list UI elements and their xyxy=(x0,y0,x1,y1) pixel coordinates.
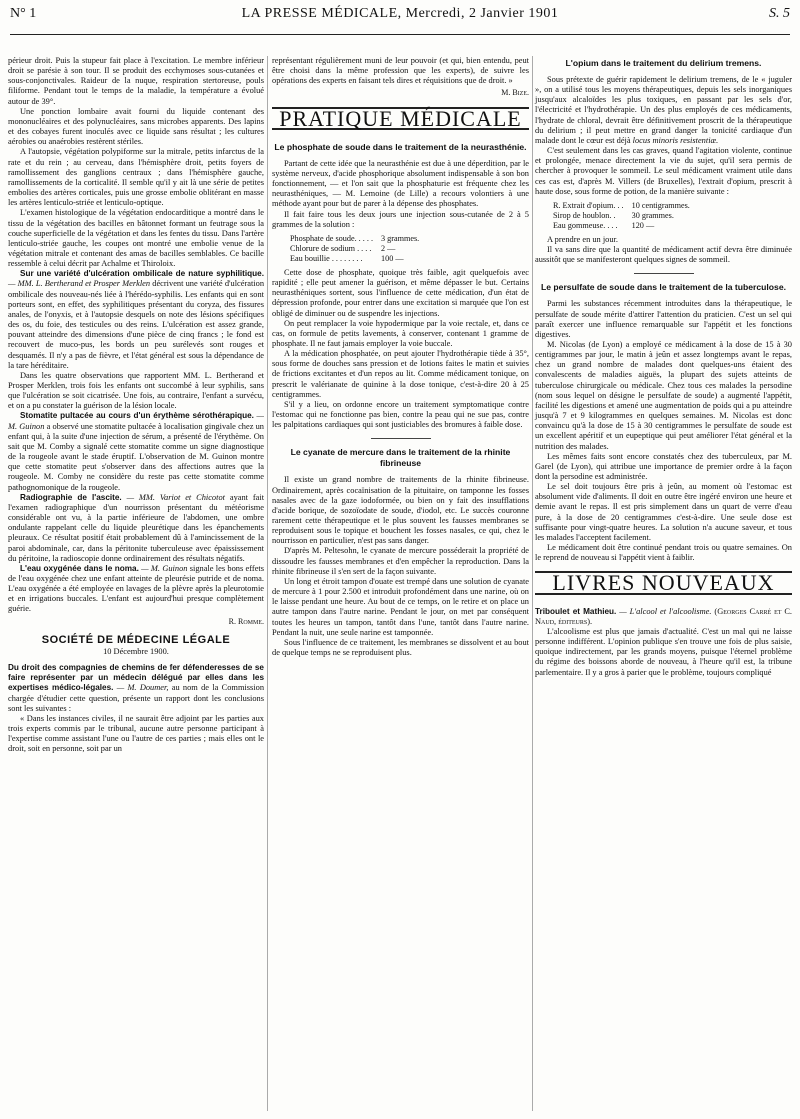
running-header xyxy=(10,6,790,26)
article-heading: Radiographie de l'ascite. xyxy=(20,492,122,502)
page-number: S. 5 xyxy=(769,6,790,21)
paragraph: Un long et étroit tampon d'ouate est trempé dans une solution de cyanate de mercure à 1 pour 2.500 et introduit profondément dans une narine, où on le laisse pendant une heure. Au bout de ce temps, on le retire et on place un autre tampon dans l'autre narine. Pendant le jour, on met par conséquent toutes les heures un tampon, tantôt dans l'une, tantôt dans l'autre narine. Pendant la nuit, une seule narine est tamponnée. xyxy=(272,576,529,637)
ingredient: Chlorure de sodium . . . . xyxy=(290,243,372,253)
society-date: 10 Décembre 1900. xyxy=(103,646,169,656)
divider xyxy=(371,438,431,439)
ingredient: Phosphate de soude. . . . . xyxy=(290,233,374,243)
latin-phrase: locus minoris resistentiæ. xyxy=(632,135,719,145)
quantity: 2 — xyxy=(381,243,396,253)
paragraph: Il va sans dire que la quantité de médicament actif devra être diminuée aussitôt que se manifesteront quelques signes de sommeil. xyxy=(535,245,792,265)
prescription-row xyxy=(290,254,427,264)
quantity: 120 — xyxy=(631,220,655,230)
paragraph: L'examen histologique de la végétation endocarditique a montré dans le tissu de la végétation des bacilles en bâtonnet formant un feutrage sous la couche superficielle de la végétation et dans les fentes du tissu. Dans l'artère lenticulo-striée gauche, les coupes ont montré une embolie venue de la végétation mitrale et contenant des amas de bacilles semblables. Ce bacille ressemble à celui décrit par Achalme et Thiroloix. xyxy=(8,208,264,269)
paragraph: Partant de cette idée que la neurasthénie est due à une déperdition, par le système nerveux, d'acide phosphorique absolument indispensable à son bon fonctionnement, — et l'on sait que la phosphaturie est fréquente chez les neurasthéniques, — M. Lemoine (de Lille) a recours volontiers à une méthode ayant pour but de parer à la dépense des phosphates. xyxy=(272,158,529,209)
ingredient: Eau bouillie . . . . . . . . xyxy=(290,253,363,263)
article-authors: — M. Guinon xyxy=(8,411,264,431)
section-title: LIVRES NOUVEAUX xyxy=(535,571,792,594)
prescription-row xyxy=(553,211,698,221)
paragraph: Le sel doit toujours être pris à jeûn, au moment où l'estomac est absolument vide d'aliments. Il doit en outre être ingéré environ une heure et demie avant le repas. Il est pris simplement dans un quart de verre d'eau pure, à la dose de 20 centigrammes c'est-à-dire. Une seule dose est suffisante pour vingt-quatre heures. La solution n'a aucune saveur, et tous les malades l'acceptent facilement. xyxy=(535,482,792,542)
paragraph: Sous l'influence de ce traitement, les membranes se dissolvent et au bout de quelque temps ne se reproduisent plus. xyxy=(272,637,529,658)
column-2 xyxy=(272,56,529,658)
article-heading: Sur une variété d'ulcération ombilicale de nature syphilitique. xyxy=(20,269,264,279)
ingredient: Sirop de houblon. . xyxy=(553,210,616,220)
article-heading: L'eau oxygénée dans le noma. xyxy=(20,563,139,573)
society-title: SOCIÉTÉ DE MÉDECINE LÉGALE xyxy=(41,633,231,646)
paragraph: Il fait faire tous les deux jours une injection sous-cutanée de 2 à 5 grammes de la solution : xyxy=(272,209,529,229)
article-heading: Le cyanate de mercure dans le traitement de la rhinite fibrineuse xyxy=(290,447,511,469)
prescription-row xyxy=(290,234,427,244)
article-heading: L'opium dans le traitement du delirium tremens. xyxy=(565,58,762,68)
ingredient: R. Extrait d'opium. . . xyxy=(553,200,624,210)
header-rule xyxy=(10,34,790,35)
paragraph: Il existe un grand nombre de traitements de la rhinite fibrineuse. Ordinairement, après cocaïnisation de la pituitaire, on tamponne les fosses nasales avec de la gaze iodoformée, ou bien on y fait des insufflations d'acide borique, de sozoïodate de soude, d'iodol, etc. Le succès couronne rarement cette thérapeutique et le plus souvent les fausses membranes se reproduisent sous le topique et bouchent les fosses nasales, ce qui, chez le nourrisson en particulier, n'est pas sans danger. xyxy=(272,475,529,546)
column-3 xyxy=(535,56,792,678)
book-title: — L'alcool et l'alcoolisme. xyxy=(619,606,712,616)
article-ulceration xyxy=(8,269,264,371)
paragraph-text: Sous prétexte de guérir rapidement le delirium tremens, de le « juguler », on a utilisé tous les moyens thérapeutiques, depuis les sels inorganiques jusqu'aux alcaloïdes les plus toxiques, en passant par les sels d'or, l'électricité et l'hydrothérapie. Un des plus employés de ces médicaments, l'hydrate de chloral, devrait être définitivement proscrit de la thérapeutique du delirium ; il peut mettre en grand danger la tonicité cardiaque d'un malade dont le cœur est déjà xyxy=(535,75,792,145)
article-text: ayant fait l'examen radiographique d'un nourrisson présentant du météorisme considérable ont vu, à la partie inférieure de l'abdomen, une ombre ondulante rappelant celle du liquide pleurétique dans les épanchements pleuraux. Ce résultat positif était probablement dû à l'amincissement de la paroi abdominale, car, dans la péritonite tuberculeuse avec épaississement du péritoine, la radioscopie donne ordinairement des résultats négatifs. xyxy=(8,492,265,563)
prescription-row xyxy=(290,244,427,254)
article-stomatite xyxy=(8,411,264,492)
column-separator xyxy=(267,56,268,1111)
prescription-table xyxy=(553,201,698,231)
column-1 xyxy=(8,56,264,754)
article-text: signale les bons effets de l'eau oxygénée chez une enfant atteinte de pleurésie putride et de noma. L'eau oxygénée a été employée en lavages de la plèvre après la pleurotomie et en irrigations buccales. L'enfant est aujourd'hui presque complètement guérie. xyxy=(8,563,264,614)
article-chemins-de-fer xyxy=(8,663,264,714)
article-text: décrivent une variété d'ulcération ombilicale des nouveau-nés liée à l'hérédo-syphilis. Les enfants qui en sont porteurs sont, en effet, des syphilitiques présentant du coryza, des fissures anales, de l'onyxis, et à l'autopsie desquels on note des lésions spécifiques des os, du foie, des testicules ou des reins. L'ulcération est assez grande, pouvant atteindre des dimensions d'une pièce de cinq francs ; le fond est recouvert de muco-pus, les bords un peu surélevés sont rouges et desquamés. Il n'y a pas de fièvre, et l'état général est sous la dépendance de la tare héréditaire. xyxy=(8,279,265,370)
book-authors: Triboulet et Mathieu. xyxy=(535,606,617,616)
quantity: 3 grammes. xyxy=(381,233,420,243)
paragraph: M. Nicolas (de Lyon) a employé ce médicament à la dose de 15 à 30 centigrammes par jour, le matin à jeûn et assez longtemps avant le repas, chez un grand nombre de malades dont quelques-uns étaient des convalescents de maladies aiguës, la plupart des sujets atteints de tuberculose chirurgicale ou médicale. Chez tous ces malades la persodine (nom sous lequel on désigne le persulfate de soude) a augmenté l'appétit, facilité les digestions et amené une augmentation de poids qui a pu atteindre jusqu'à 7 et 9 kilogrammes en quelques semaines. M. Nicolas est donc convaincu qu'à la dose de 15 à 30 centigrammes le persulfate de soude est un excellent apéritif et un eupeptique qui peut améliorer l'état général et la nutrition des malades. xyxy=(535,339,792,451)
paragraph: A l'autopsie, végétation polypiforme sur la mitrale, petits infarctus de la rate et du rein ; au cerveau, dans l'hémisphère droit, petits foyers de ramollissement des ganglions centraux ; dans l'hémisphère gauche, ramollissements de la corticalité. Il semble qu'il y ait là une série de petites embolies des artères corticales, puis une grosse embolie oblitérant en masse les artères lenticulo-striée et lenticulo-optique. xyxy=(8,147,264,208)
paragraph: représentant régulièrement muni de leur pouvoir (et qui, bien entendu, peut être choisi dans la même profession que les experts), de suivre les opérations des experts en faisant tels dires et réquisitions que de droit. » xyxy=(272,56,529,86)
paragraph: A la médication phosphatée, on peut ajouter l'hydrothérapie tiède à 35°, sous forme de douches sans pression et de lotions faites le matin et suivies de frictions excitantes et d'un repos au lit. Comme médicament tonique, on prescrit le valérianate de quinine à la dose tonique, c'est-à-dire 20 à 25 centigrammes. xyxy=(272,349,529,399)
paragraph: Parmi les substances récemment introduites dans la thérapeutique, le persulfate de soude mérite d'attirer l'attention du praticien. C'est un sel qui paraît exercer une influence remarquable sur l'appétit et les fonctions digestives. xyxy=(535,299,792,339)
quantity: 30 grammes. xyxy=(631,210,674,220)
divider xyxy=(634,273,694,274)
journal-title: LA PRESSE MÉDICALE, Mercredi, 2 Janvier 1901 xyxy=(241,6,559,21)
prescription-row xyxy=(553,221,698,231)
article-text: a observé une stomatite pultacée à localisation gingivale chez un enfant qui, à la suite d'une injection de sérum, a présenté de l'érythème. On sait que M. Comby a signalé cette stomatite comme un signe diagnostique de la rougeole avant le stade éruptif. L'observation de M. Guinon montre que cette stomatite peut s'observer dans des affections autres que la rougeole. M. Comby ne considère du reste pas cette stomatite comme pathognomonique de la rougeole. xyxy=(8,421,264,492)
paragraph xyxy=(535,75,792,146)
section-title: PRATIQUE MÉDICALE xyxy=(272,107,529,130)
paragraph: D'après M. Peltesohn, le cyanate de mercure posséderait la propriété de dissoudre les fausses membranes et d'en empêcher la reproduction. Dans la rhinite fibrineuse il s'en sert de la façon suivante. xyxy=(272,546,529,576)
article-heading: Du droit des compagnies de chemins de fer défenderesses de se faire représenter par un médecin délégué par elles dans les expertises médico-légales. xyxy=(8,663,264,693)
issue-number: N° 1 xyxy=(10,6,37,21)
paragraph: « Dans les instances civiles, il ne saurait être adjoint par les parties aux trois experts commis par le tribunal, aucune autre personne participant à l'expertise comme assistant l'une ou l'autre de ces parties ; mais elles ont le droit, soit en personne, soit par un xyxy=(8,713,264,754)
quantity: 10 centigrammes. xyxy=(631,200,690,210)
article-authors: — M. Doumer, xyxy=(116,683,169,693)
article-text: au nom de la Commission chargée d'étudier cette question, présente un rapport dont les conclusions sont les suivantes : xyxy=(8,683,265,713)
paragraph: périeur droit. Puis la stupeur fait place à l'excitation. Le membre inférieur droit se parésie à son tour. Il se produit des ecchymoses sous-cutanées et sous-conjonctivales. Raideur de la nuque, respiration stertoreuse, pouls filiforme. Pendant tout le temps de la maladie, la température a évolué autour de 39°. xyxy=(8,56,264,106)
prescription-row xyxy=(553,201,698,211)
quantity: 100 — xyxy=(381,253,404,263)
paragraph: On peut remplacer la voie hypodermique par la voie rectale, et, dans ce cas, on formule de petits lavements, à conserver, contenant 1 gramme de phosphate. Il ne faut jamais employer la voie buccale. xyxy=(272,318,529,348)
paragraph: Une ponction lombaire avait fourni du liquide contenant des mononucléaires et des polynucléaires, sans microbes apparents. Des lapins et des cobayes furent inoculés avec ce liquide sans résultat ; les cultures aérobies ou anaérobies restèrent stériles. xyxy=(8,106,264,147)
paragraph: C'est seulement dans les cas graves, quand l'agitation violente, continue et prolongée, menace directement la vie du sujet, qu'il sera permis de chercher à provoquer le sommeil. Le seul médicament vraiment utile dans ces cas est, d'après M. Villers (de Bruxelles), l'extrait d'opium, prescrit à haute dose, sous forme de potion, de la manière suivante : xyxy=(535,146,792,196)
paragraph: Dans les quatre observations que rapportent MM. L. Bertherand et Prosper Merklen, trois fois les enfants ont succombé à leur syphilis, sans que l'ulcération se soit cicatrisée. Une fois, au contraire, l'enfant a survécu, et on a pu constater la guérison de la lésion locale. xyxy=(8,370,264,411)
book-review xyxy=(535,607,792,627)
paragraph: Cette dose de phosphate, quoique très faible, agit quelquefois avec rapidité ; elle peut amener la guérison, et même dépasser le but. Certains neurasthéniques sortent, sous l'influence de cette médication, d'un état de dépression profonde, pour entrer dans une excitation si marquée que l'on est obligé de diminuer ou de suspendre les injections. xyxy=(272,267,529,318)
paragraph: Les mêmes faits sont encore constatés chez des tuberculeux, par M. Garel (de Lyon), qui attribue une importance de premier ordre à la façon dont la persodine est administrée. xyxy=(535,451,792,481)
ingredient: Eau gommeuse. . . . xyxy=(553,220,618,230)
prescription-note: A prendre en un jour. xyxy=(547,234,618,244)
article-authors: — MM. L. Bertherand et Prosper Merklen xyxy=(8,279,151,289)
article-authors: — M. Guinon xyxy=(141,563,188,573)
article-heading: Le persulfate de soude dans le traitement de la tuberculose. xyxy=(541,282,786,293)
article-authors: — MM. Variot et Chicotot xyxy=(126,492,225,502)
signature: M. Bize. xyxy=(501,88,529,98)
column-separator xyxy=(532,56,533,1111)
paragraph: L'alcoolisme est plus que jamais d'actualité. C'est un mal qui ne laisse personne indifférent. L'opinion publique s'en trouve une fois de plus saisie, quoique indirectement, par les grands moyens, puisque l'éternel problème du régime des boissons aborde de nouveau, à l'heure qu'il est, la tribune parlementaire. Il y a gros à parier que le problème, toujours compliqué xyxy=(535,626,792,677)
book-publisher: (Georges Carré et C. Naud, éditeurs). xyxy=(535,606,793,626)
article-heading: Stomatite pultacée au cours d'un érythème sérothérapique. xyxy=(20,411,254,421)
article-heading: Le phosphate de soude dans le traitement de la neurasthénie. xyxy=(274,141,527,152)
paragraph: S'il y a lieu, on ordonne encore un traitement symptomatique contre l'estomac qui ne fonctionne pas bien, contre la peau qui ne sue pas, contre les palpitations cardiaques qui sont justiciables des bromures à faible dose. xyxy=(272,399,529,430)
article-radiographie xyxy=(8,493,264,564)
paragraph: Le médicament doit être continué pendant trois ou quatre semaines. On le reprend de nouveau si l'appétit vient à faiblir. xyxy=(535,543,792,563)
article-eau-oxygenee xyxy=(8,564,264,615)
prescription-table xyxy=(290,234,427,264)
signature: R. Romme. xyxy=(228,616,264,626)
